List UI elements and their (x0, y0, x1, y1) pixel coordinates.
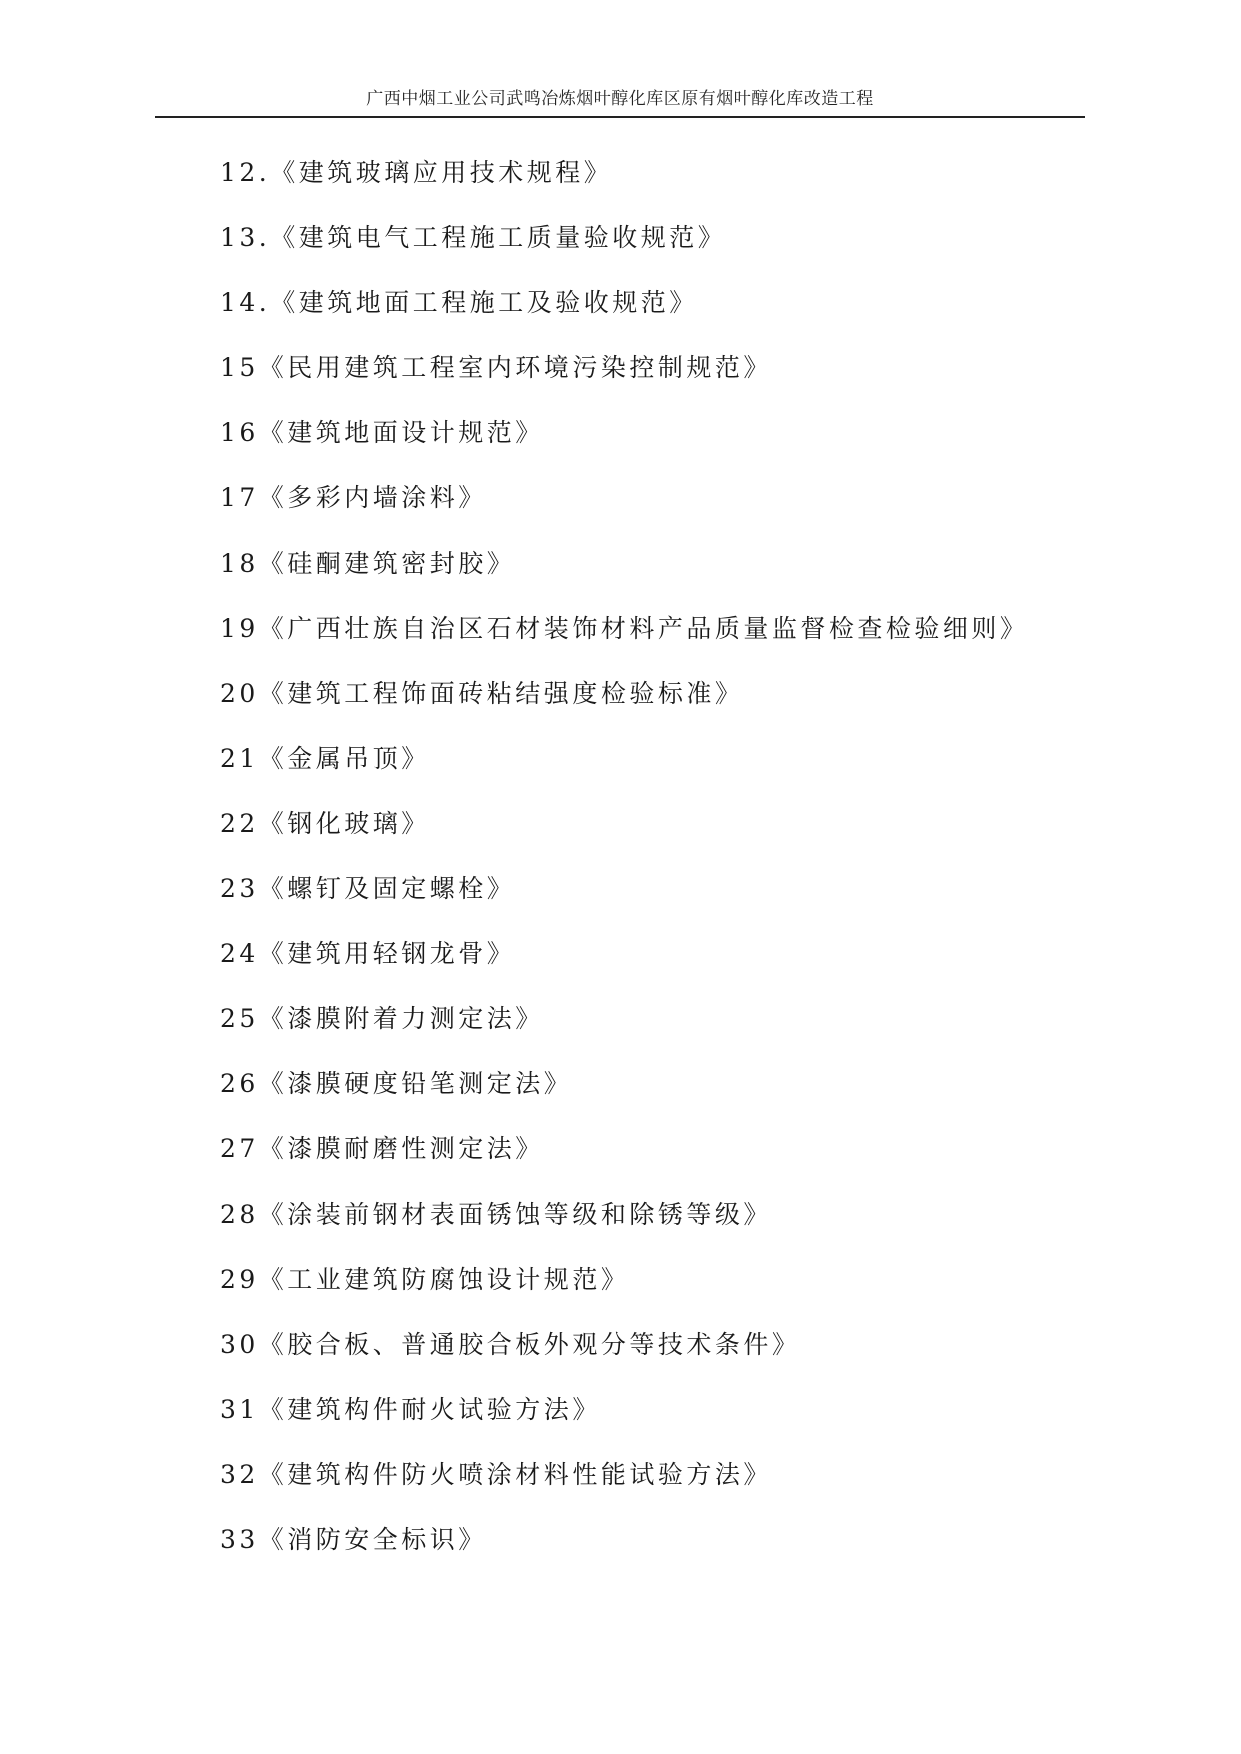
reference-item: 30《胶合板、普通胶合板外观分等技术条件》 (220, 1329, 801, 1359)
reference-item: 29《工业建筑防腐蚀设计规范》 (220, 1264, 630, 1294)
reference-item: 14.《建筑地面工程施工及验收规范》 (220, 288, 698, 318)
reference-list (220, 158, 1028, 1590)
reference-item: 17《多彩内墙涂料》 (220, 483, 487, 513)
reference-item: 23《螺钉及固定螺栓》 (220, 874, 516, 904)
reference-item: 21《金属吊顶》 (220, 743, 430, 773)
page-header-title: 广西中烟工业公司武鸣冶炼烟叶醇化库区原有烟叶醇化库改造工程 (366, 89, 874, 109)
reference-item: 28《涂装前钢材表面锈蚀等级和除锈等级》 (220, 1199, 772, 1229)
reference-item: 25《漆膜附着力测定法》 (220, 1004, 544, 1034)
reference-item: 27《漆膜耐磨性测定法》 (220, 1134, 544, 1164)
reference-item: 22《钢化玻璃》 (220, 808, 430, 838)
reference-item: 19《广西壮族自治区石材装饰材料产品质量监督检查检验细则》 (220, 613, 1029, 643)
reference-item: 15《民用建筑工程室内环境污染控制规范》 (220, 353, 772, 383)
reference-item: 16《建筑地面设计规范》 (220, 418, 544, 448)
reference-item: 12.《建筑玻璃应用技术规程》 (220, 158, 613, 187)
reference-item: 31《建筑构件耐火试验方法》 (220, 1394, 601, 1424)
reference-item: 13.《建筑电气工程施工质量验收规范》 (220, 223, 727, 253)
page-header (155, 86, 1085, 118)
reference-item: 20《建筑工程饰面砖粘结强度检验标准》 (220, 678, 744, 708)
reference-item: 32《建筑构件防火喷涂材料性能试验方法》 (220, 1459, 772, 1489)
reference-item: 24《建筑用轻钢龙骨》 (220, 939, 516, 969)
reference-item: 26《漆膜硬度铅笔测定法》 (220, 1069, 573, 1099)
reference-item: 33《消防安全标识》 (220, 1524, 487, 1554)
reference-item: 18《硅酮建筑密封胶》 (220, 548, 516, 578)
